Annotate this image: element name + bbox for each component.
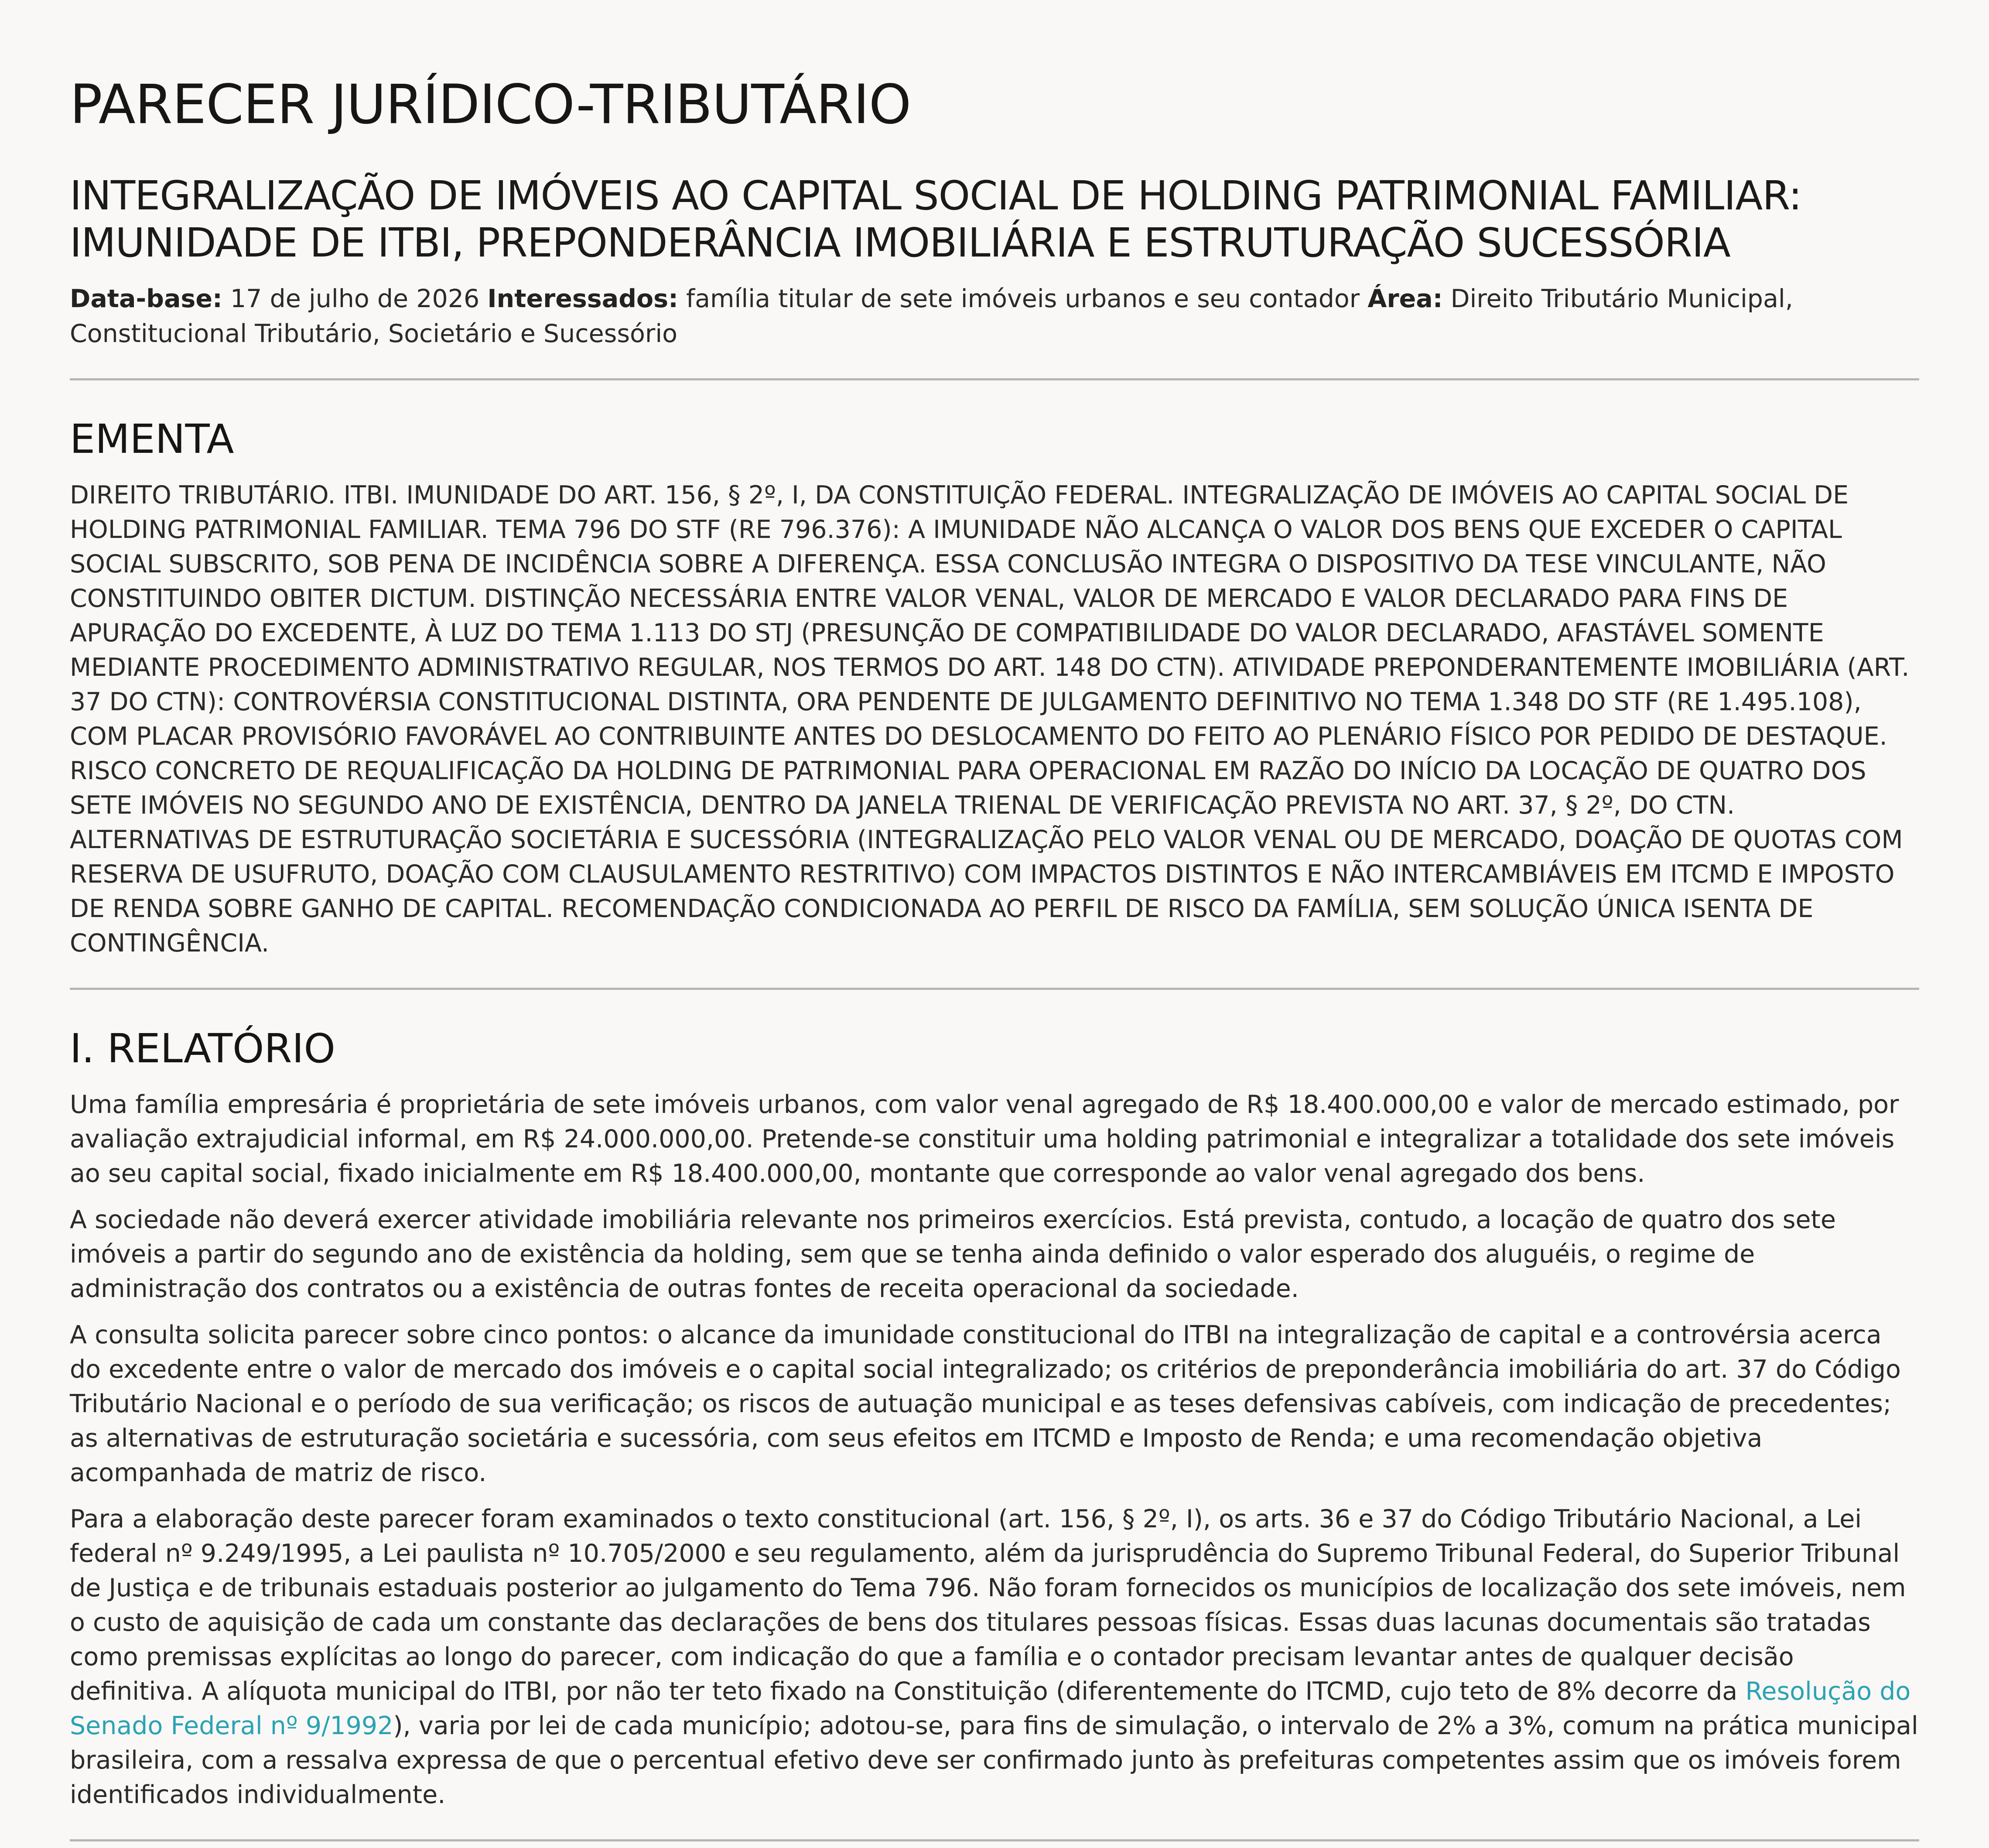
document-meta <box>70 281 1919 351</box>
interessados-label: Interessados: <box>487 284 678 313</box>
divider <box>70 378 1919 380</box>
area-value: Direito Tributário Municipal, Constitucional Tributário, Societário e Sucessório <box>70 284 1793 348</box>
relatorio-paragraph-1: Uma família empresária é proprietária de sete imóveis urbanos, com valor venal agregado de R$ 18.400.000,00 e valor de mercado estimado, por avaliação extrajudicial informal, em R$ 24.000.000,00. Pretende-se constituir uma holding patrimonial e integralizar a totalidade dos sete imóveis ao seu capital social, fixado inicialmente em R$ 18.400.000,00, montante que corresponde ao valor venal agregado dos bens. <box>70 1090 1899 1188</box>
paragraph-4-text-after-link: ), varia por lei de cada município; adotou-se, para fins de simulação, o intervalo de 2% a 3%, comum na prática municipal brasileira, com a ressalva expressa de que o percentual efetivo deve ser confirmado junto às prefeituras competentes assim que os imóveis forem identificados individualmente. <box>70 1711 1918 1809</box>
subtitle-line-1: INTEGRALIZAÇÃO DE IMÓVEIS AO CAPITAL SOCIAL DE HOLDING PATRIMONIAL FAMILIAR: <box>70 172 1802 219</box>
divider <box>70 1839 1919 1841</box>
divider <box>70 988 1919 990</box>
document-title: PARECER JURÍDICO-TRIBUTÁRIO <box>70 73 911 136</box>
paragraph-4-text-before-link: Para a elaboração deste parecer foram examinados o texto constitucional (art. 156, § 2º, I), os arts. 36 e 37 do Código Tributário Nacional, a Lei federal nº 9.249/1995, a Lei paulista nº 10.705/2000 e seu regulamento, além da jurisprudência do Supremo Tribunal Federal, do Superior Tribunal de Justiça e de tribunais estaduais posterior ao julgamento do Tema 796. Não foram fornecidos os municípios de localização dos sete imóveis, nem o custo de aquisição de cada um constante das declarações de bens dos titulares pessoas físicas. Essas duas lacunas documentais são tratadas como premissas explícitas ao longo do parecer, com indicação do que a família e o contador precisam levantar antes de qualquer decisão definitiva. A alíquota municipal do ITBI, por não ter teto fixado na Constituição (diferentemente do ITCMD, cujo teto de 8% decorre da <box>70 1505 1906 1706</box>
relatorio-paragraph-3: A consulta solicita parecer sobre cinco pontos: o alcance da imunidade constitucional do ITBI na integralização de capital e a controvérsia acerca do excedente entre o valor de mercado dos imóveis e o capital social integralizado; os critérios de preponderância imobiliária do art. 37 do Código Tributário Nacional e o período de sua verificação; os riscos de autuação municipal e as teses defensivas cabíveis, com indicação de precedentes; as alternativas de estruturação societária e sucessória, com seus efeitos em ITCMD e Imposto de Renda; e uma recomendação objetiva acompanhada de matriz de risco. <box>70 1321 1901 1487</box>
document-subtitle <box>70 172 1919 267</box>
interessados-value: família titular de sete imóveis urbanos e seu contador <box>686 284 1360 313</box>
ementa-heading: EMENTA <box>70 416 234 462</box>
area-label: Área: <box>1367 284 1443 313</box>
subtitle-line-2: IMUNIDADE DE ITBI, PREPONDERÂNCIA IMOBILIÁRIA E ESTRUTURAÇÃO SUCESSÓRIA <box>70 219 1730 266</box>
relatorio-heading: I. RELATÓRIO <box>70 1025 335 1072</box>
resolucao-senado-link[interactable]: Resolução do Senado Federal nº 9/1992 <box>70 1677 1911 1740</box>
ementa-text: DIREITO TRIBUTÁRIO. ITBI. IMUNIDADE DO ART. 156, § 2º, I, DA CONSTITUIÇÃO FEDERAL. INTEGRALIZAÇÃO DE IMÓVEIS AO CAPITAL SOCIAL DE HOLDING PATRIMONIAL FAMILIAR. TEMA 796 DO STF (RE 796.376): A IMUNIDADE NÃO ALCANÇA O VALOR DOS BENS QUE EXCEDER O CAPITAL SOCIAL SUBSCRITO, SOB PENA DE INCIDÊNCIA SOBRE A DIFERENÇA. ESSA CONCLUSÃO INTEGRA O DISPOSITIVO DA TESE VINCULANTE, NÃO CONSTITUINDO OBITER DICTUM. DISTINÇÃO NECESSÁRIA ENTRE VALOR VENAL, VALOR DE MERCADO E VALOR DECLARADO PARA FINS DE APURAÇÃO DO EXCEDENTE, À LUZ DO TEMA 1.113 DO STJ (PRESUNÇÃO DE COMPATIBILIDADE DO VALOR DECLARADO, AFASTÁVEL SOMENTE MEDIANTE PROCEDIMENTO ADMINISTRATIVO REGULAR, NOS TERMOS DO ART. 148 DO CTN). ATIVIDADE PREPONDERANTEMENTE IMOBILIÁRIA (ART. 37 DO CTN): CONTROVÉRSIA CONSTITUCIONAL DISTINTA, ORA PENDENTE DE JULGAMENTO DEFINITIVO NO TEMA 1.348 DO STF (RE 1.495.108), COM PLACAR PROVISÓRIO FAVORÁVEL AO CONTRIBUINTE ANTES DO DESLOCAMENTO DO FEITO AO PLENÁRIO FÍSICO POR PEDIDO DE DESTAQUE. RISCO CONCRETO DE REQUALIFICAÇÃO DA HOLDING DE PATRIMONIAL PARA OPERACIONAL EM RAZÃO DO INÍCIO DA LOCAÇÃO DE QUATRO DOS SETE IMÓVEIS NO SEGUNDO ANO DE EXISTÊNCIA, DENTRO DA JANELA TRIENAL DE VERIFICAÇÃO PREVISTA NO ART. 37, § 2º, DO CTN. ALTERNATIVAS DE ESTRUTURAÇÃO SOCIETÁRIA E SUCESSÓRIA (INTEGRALIZAÇÃO PELO VALOR VENAL OU DE MERCADO, DOAÇÃO DE QUOTAS COM RESERVA DE USUFRUTO, DOAÇÃO COM CLAUSULAMENTO RESTRITIVO) COM IMPACTOS DISTINTOS E NÃO INTERCAMBIÁVEIS EM ITCMD E IMPOSTO DE RENDA SOBRE GANHO DE CAPITAL. RECOMENDAÇÃO CONDICIONADA AO PERFIL DE RISCO DA FAMÍLIA, SEM SOLUÇÃO ÚNICA ISENTA DE CONTINGÊNCIA. <box>70 481 1910 958</box>
relatorio-paragraph-4 <box>70 1502 1919 1812</box>
relatorio-body <box>70 1088 1919 1812</box>
relatorio-paragraph-2: A sociedade não deverá exercer atividade imobiliária relevante nos primeiros exercícios. Está prevista, contudo, a locação de quatro dos sete imóveis a partir do segundo ano de existência da holding, sem que se tenha ainda definido o valor esperado dos aluguéis, o regime de administração dos contratos ou a existência de outras fontes de receita operacional da sociedade. <box>70 1205 1836 1303</box>
data-base-value: 17 de julho de 2026 <box>230 284 480 313</box>
data-base-label: Data-base: <box>70 284 222 313</box>
